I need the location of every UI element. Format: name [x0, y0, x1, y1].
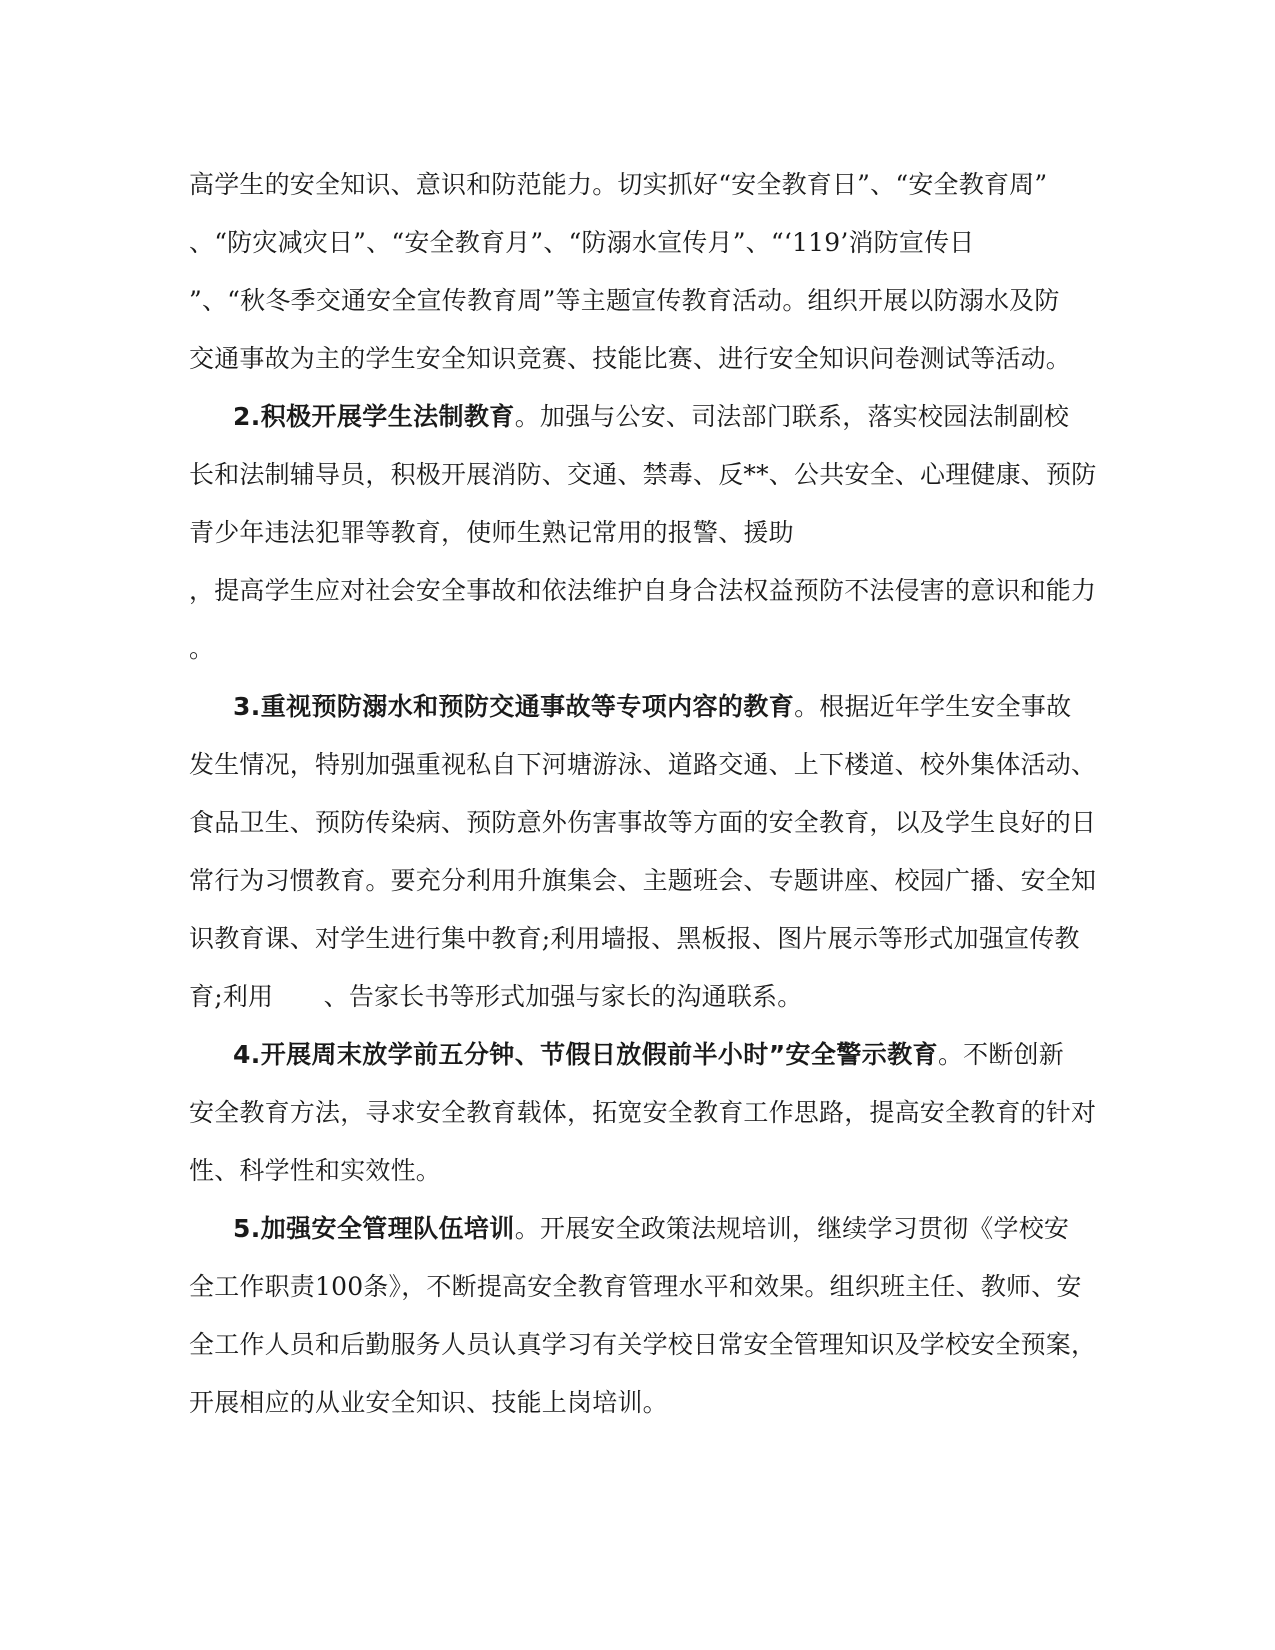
section-2-first-line — [233, 400, 1133, 434]
text-line: 常行为习惯教育。要充分利用升旗集会、主题班会、专题讲座、校园广播、安全知 — [189, 866, 1097, 895]
section-heading: 5.加强安全管理队伍培训 — [233, 1214, 515, 1243]
text-line: 性、科学性和实效性。 — [189, 1156, 442, 1185]
text-line: 。 — [189, 634, 215, 663]
section-5-first-line — [233, 1212, 1133, 1246]
text-line: 、“防灾减灾日”、“安全教育月”、“防溺水宣传月”、“‘119’消防宣传日 — [189, 228, 975, 257]
section-4-first-line — [233, 1038, 1133, 1072]
text-line: 识教育课、对学生进行集中教育;利用墙报、黑板报、图片展示等形式加强宣传教 — [189, 924, 1080, 953]
section-text: 。加强与公安、司法部门联系，落实校园法制副校 — [514, 402, 1070, 431]
section-heading: 2.积极开展学生法制教育 — [233, 402, 515, 431]
text-line: 全工作人员和后勤服务人员认真学习有关学校日常安全管理知识及学校安全预案， — [189, 1330, 1097, 1359]
text-line: 长和法制辅导员，积极开展消防、交通、禁毒、反**、公共安全、心理健康、预防 — [189, 460, 1097, 489]
text-line: 高学生的安全知识、意识和防范能力。切实抓好“安全教育日”、“安全教育周” — [189, 170, 1048, 199]
text-line: 青少年违法犯罪等教育，使师生熟记常用的报警、援助 — [189, 518, 794, 547]
text-line: 交通事故为主的学生安全知识竞赛、技能比赛、进行安全知识问卷测试等活动。 — [189, 344, 1072, 373]
text-line: ”、“秋冬季交通安全宣传教育周”等主题宣传教育活动。组织开展以防溺水及防 — [189, 286, 1060, 315]
text-line: 全工作职责100条》，不断提高安全教育管理水平和效果。组织班主任、教师、安 — [189, 1272, 1082, 1301]
section-heading: 3.重视预防溺水和预防交通事故等专项内容的教育 — [233, 692, 795, 721]
section-text: 。开展安全政策法规培训，继续学习贯彻《学校安 — [514, 1214, 1070, 1243]
section-text: 。根据近年学生安全事故 — [794, 692, 1072, 721]
text-line: 开展相应的从业安全知识、技能上岗培训。 — [189, 1388, 668, 1417]
text-line: 安全教育方法，寻求安全教育载体，拓宽安全教育工作思路，提高安全教育的针对 — [189, 1098, 1097, 1127]
text-line: 育;利用 、告家长书等形式加强与家长的沟通联系。 — [189, 982, 803, 1011]
text-line: ，提高学生应对社会安全事故和依法维护自身合法权益预防不法侵害的意识和能力 — [189, 576, 1097, 605]
section-heading: 4.开展周末放学前五分钟、节假日放假前半小时”安全警示教育 — [233, 1040, 938, 1069]
text-line: 发生情况，特别加强重视私自下河塘游泳、道路交通、上下楼道、校外集体活动、 — [189, 750, 1097, 779]
text-line: 食品卫生、预防传染病、预防意外伤害事故等方面的安全教育，以及学生良好的日 — [189, 808, 1097, 837]
section-3-first-line — [233, 690, 1133, 724]
section-text: 。不断创新 — [937, 1040, 1064, 1069]
